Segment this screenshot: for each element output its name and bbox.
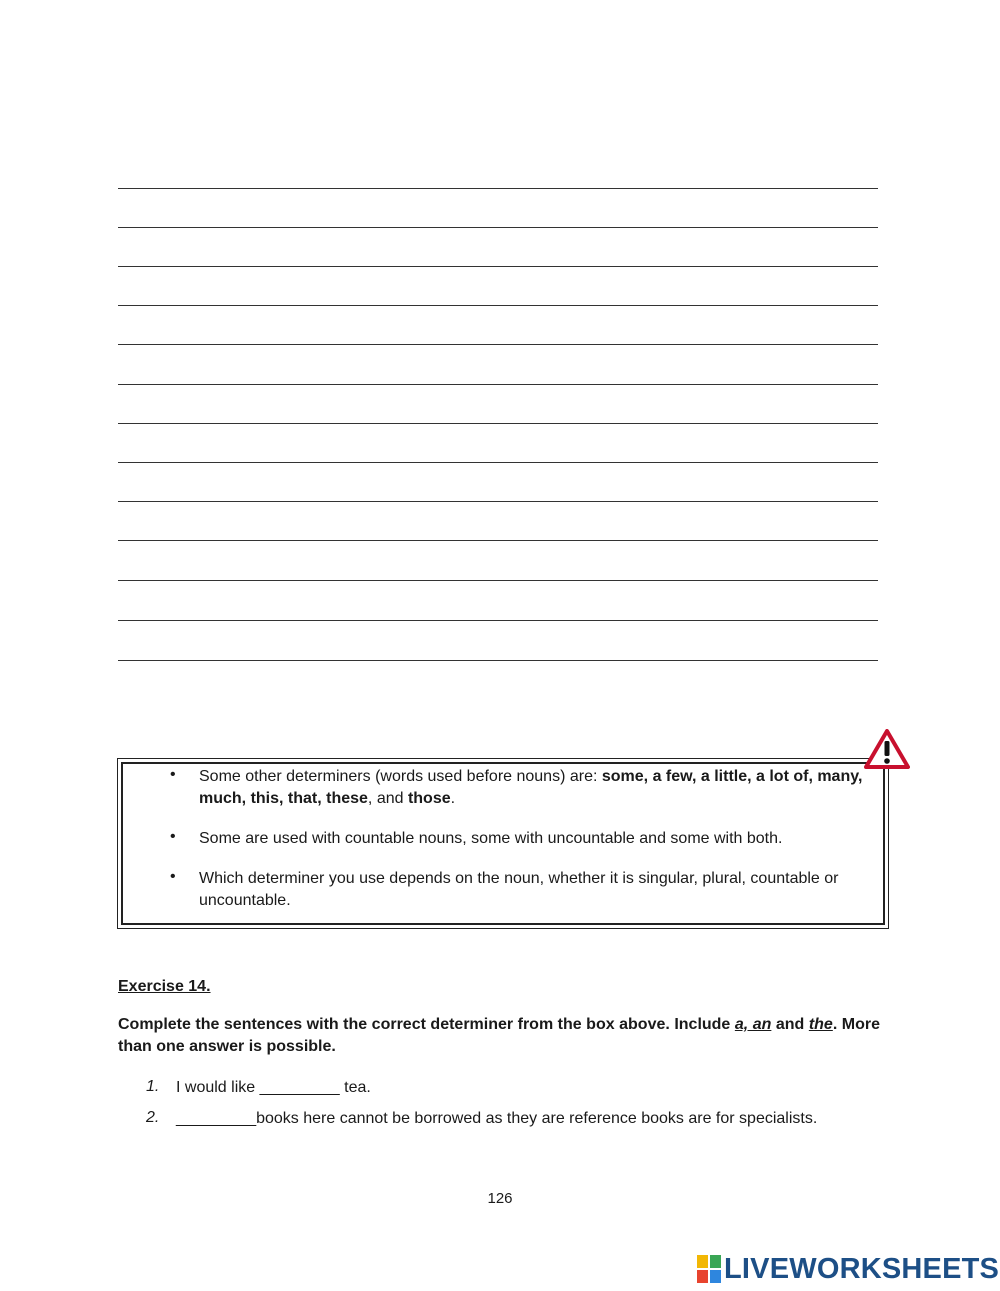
page-number: 126 bbox=[487, 1190, 513, 1207]
instruction-mid: and bbox=[771, 1016, 809, 1033]
note-bullet-1-pre: Some other determiners (words used before nouns) are: bbox=[199, 768, 602, 785]
question-number: 2. bbox=[146, 1109, 160, 1126]
writing-line bbox=[118, 227, 878, 228]
bullet-marker: • bbox=[170, 828, 176, 845]
brand-name: LIVEWORKSHEETS bbox=[724, 1252, 1000, 1285]
writing-line bbox=[118, 188, 878, 189]
writing-line bbox=[118, 620, 878, 621]
instruction-articles: a, an bbox=[734, 1016, 772, 1033]
writing-line bbox=[118, 501, 878, 502]
note-bullet-1-those: those bbox=[407, 790, 451, 807]
exercise-instruction bbox=[118, 1014, 880, 1058]
note-bullet-1-post: . bbox=[450, 790, 456, 807]
writing-line bbox=[118, 384, 878, 385]
exercise-title: Exercise 14. bbox=[118, 978, 211, 995]
note-bullet-2: Some are used with countable nouns, some with uncountable and some with both. bbox=[199, 830, 783, 847]
writing-line bbox=[118, 540, 878, 541]
note-bullet-1-determiners: some, a few, a little, a lot of, many, much, this, that, these bbox=[199, 768, 863, 807]
instruction-the: the bbox=[808, 1016, 833, 1033]
instruction-pre: Complete the sentences with the correct determiner from the box above. Include bbox=[118, 1016, 735, 1033]
writing-line bbox=[118, 423, 878, 424]
bullet-marker: • bbox=[170, 868, 176, 885]
liveworksheets-logo bbox=[697, 1254, 999, 1284]
writing-line bbox=[118, 344, 878, 345]
instruction-post: . More than one answer is possible. bbox=[118, 1016, 881, 1055]
warning-triangle-icon bbox=[864, 729, 910, 769]
writing-line bbox=[118, 660, 878, 661]
bullet-marker: • bbox=[170, 766, 176, 783]
brand-blocks-icon bbox=[697, 1255, 721, 1283]
writing-line bbox=[118, 462, 878, 463]
question-1-text: I would like _________ tea. bbox=[176, 1079, 371, 1096]
question-number: 1. bbox=[146, 1078, 160, 1095]
writing-line bbox=[118, 305, 878, 306]
note-bullet-1-mid: , and bbox=[367, 790, 408, 807]
writing-line bbox=[118, 580, 878, 581]
question-2-text: _________books here cannot be borrowed as they are reference books are for specialists. bbox=[176, 1110, 818, 1127]
note-bullet-3: Which determiner you use depends on the noun, whether it is singular, plural, countable or uncountable. bbox=[199, 870, 839, 909]
note-bullet-1 bbox=[199, 766, 871, 810]
writing-line bbox=[118, 266, 878, 267]
